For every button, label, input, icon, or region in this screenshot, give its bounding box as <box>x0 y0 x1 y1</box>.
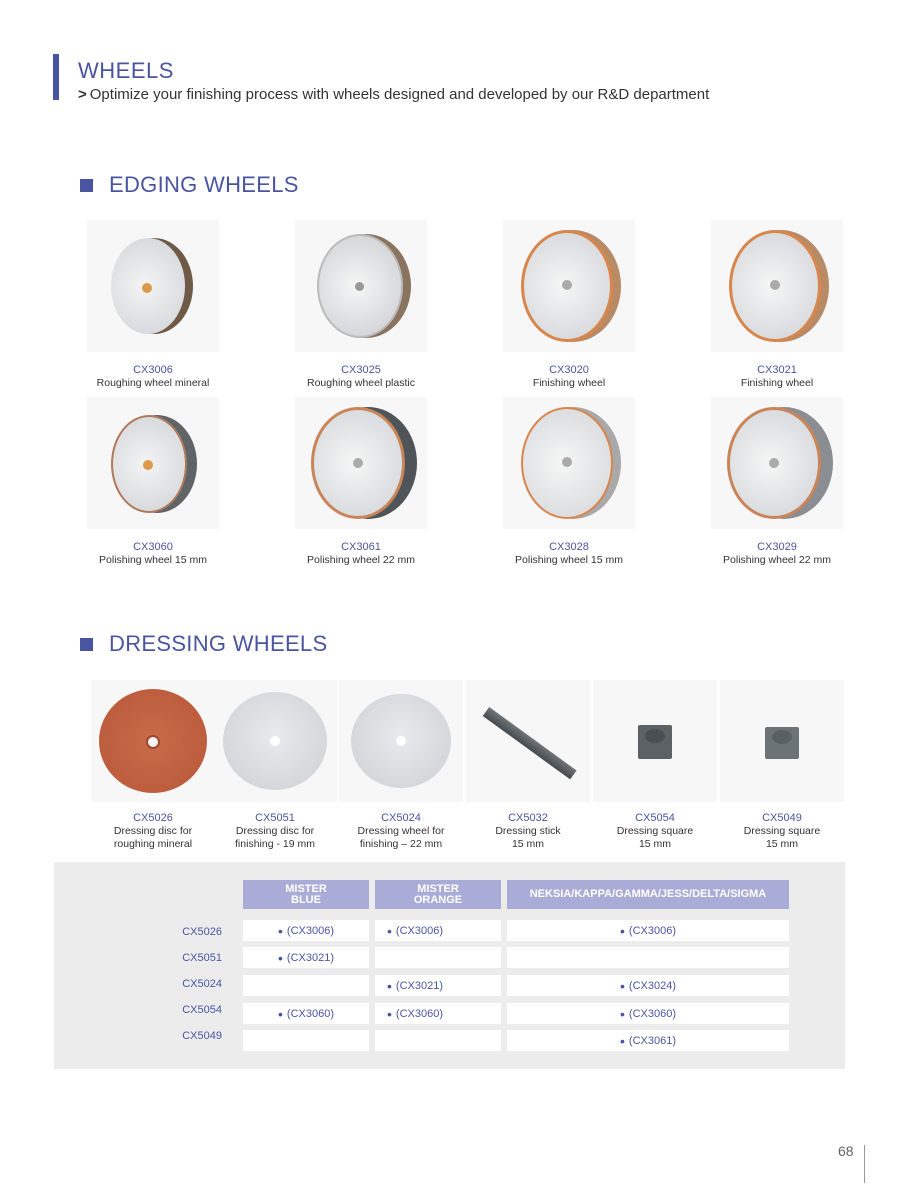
product-code: CX5054 <box>635 812 675 824</box>
product-desc: Dressing disc for <box>235 825 315 837</box>
product-desc: Roughing wheel mineral <box>96 377 210 389</box>
dressing-section-title: DRESSING WHEELS <box>109 631 328 656</box>
header-line: BLUE <box>291 893 321 906</box>
bullet-icon: • <box>620 1032 625 1049</box>
chevron-right-icon: > <box>78 86 87 103</box>
table-cell <box>507 947 789 968</box>
product-desc: Dressing square <box>616 825 694 837</box>
product-desc: Roughing wheel plastic <box>307 377 415 389</box>
header-line: ORANGE <box>413 893 463 906</box>
product-cx5024[interactable] <box>339 680 463 851</box>
table-cell <box>375 947 501 968</box>
table-cell <box>243 1003 369 1024</box>
table-cell <box>243 947 369 968</box>
product-desc: Dressing disc for <box>113 825 193 837</box>
bullet-icon: • <box>620 977 625 994</box>
bullet-icon: • <box>278 1005 283 1022</box>
product-desc: Polishing wheel 15 mm <box>515 554 623 566</box>
product-desc: roughing mineral <box>113 838 193 850</box>
cell-text: (CX3021) <box>395 979 443 992</box>
cell-text: (CX3060) <box>628 1007 676 1020</box>
edging-section-header <box>80 172 299 198</box>
header-line: MISTER <box>285 882 327 895</box>
cell-text: (CX3006) <box>628 924 676 937</box>
table-cell <box>507 920 789 941</box>
cell-text: (CX3061) <box>628 1034 676 1047</box>
table-cell <box>375 975 501 996</box>
table-cell <box>507 1003 789 1024</box>
dressing-square-image <box>720 680 844 802</box>
product-desc: finishing – 22 mm <box>359 838 443 850</box>
product-cx3020[interactable] <box>479 220 659 390</box>
product-code: CX3006 <box>133 364 173 376</box>
product-cx3029[interactable] <box>687 397 867 567</box>
product-code: CX3021 <box>757 364 797 376</box>
bullet-icon: • <box>278 922 283 939</box>
cell-text: (CX3060) <box>286 1007 334 1020</box>
column-header-mister-orange <box>375 880 501 909</box>
wheel-image <box>503 397 635 529</box>
title-accent-bar <box>53 54 59 100</box>
product-code: CX3060 <box>133 541 173 553</box>
bullet-icon: • <box>387 922 392 939</box>
wheel-image <box>87 220 219 352</box>
wheel-image <box>87 397 219 529</box>
product-desc: Dressing square <box>743 825 821 837</box>
product-cx3025[interactable] <box>271 220 451 390</box>
product-code: CX3025 <box>341 364 381 376</box>
table-cell <box>375 1003 501 1024</box>
page-title: WHEELS <box>78 58 174 83</box>
column-header-mister-blue <box>243 880 369 909</box>
product-code: CX5049 <box>762 812 802 824</box>
table-cell <box>507 1030 789 1051</box>
cell-text: (CX3024) <box>628 979 676 992</box>
product-cx5051[interactable] <box>213 680 337 851</box>
product-cx3060[interactable] <box>63 397 243 567</box>
row-label: CX5049 <box>182 1030 222 1042</box>
wheel-image <box>711 397 843 529</box>
cell-text: (CX3006) <box>286 924 334 937</box>
column-header-neksia <box>507 880 789 909</box>
product-desc: Polishing wheel 15 mm <box>99 554 207 566</box>
table-cell <box>243 920 369 941</box>
row-label: CX5024 <box>182 978 222 990</box>
section-square-icon <box>80 179 93 192</box>
subtitle-text: Optimize your finishing process with wheels designed and developed by our R&D department <box>89 86 710 103</box>
wheel-image <box>711 220 843 352</box>
product-desc: Finishing wheel <box>532 377 606 389</box>
product-cx5026[interactable] <box>91 680 215 851</box>
product-desc: 15 mm <box>638 838 672 850</box>
product-code: CX3061 <box>341 541 381 553</box>
cell-text: (CX3060) <box>395 1007 443 1020</box>
product-cx3061[interactable] <box>271 397 451 567</box>
product-cx3006[interactable] <box>63 220 243 390</box>
header-line: MISTER <box>417 882 459 895</box>
dressing-disc-image <box>339 680 463 802</box>
product-desc: Dressing stick <box>495 825 561 837</box>
row-label: CX5051 <box>182 952 222 964</box>
product-code: CX5026 <box>133 812 173 824</box>
product-code: CX5024 <box>381 812 421 824</box>
bullet-icon: • <box>387 977 392 994</box>
page-number-divider <box>864 1145 865 1183</box>
product-code: CX3029 <box>757 541 797 553</box>
header-line: NEKSIA/KAPPA/GAMMA/JESS/DELTA/SIGMA <box>529 888 767 900</box>
dressing-square-image <box>593 680 717 802</box>
product-code: CX5051 <box>255 812 295 824</box>
page-number: 68 <box>838 1143 854 1159</box>
bullet-icon: • <box>620 922 625 939</box>
bullet-icon: • <box>620 1005 625 1022</box>
page-subtitle <box>78 86 709 103</box>
product-cx5049[interactable] <box>720 680 844 851</box>
dressing-section-header <box>80 631 327 657</box>
row-label: CX5054 <box>182 1004 222 1016</box>
product-code: CX3028 <box>549 541 589 553</box>
cell-text: (CX3006) <box>395 924 443 937</box>
product-code: CX3020 <box>549 364 589 376</box>
product-desc: Polishing wheel 22 mm <box>723 554 831 566</box>
table-cell <box>507 975 789 996</box>
product-cx3021[interactable] <box>687 220 867 390</box>
product-desc: Polishing wheel 22 mm <box>307 554 415 566</box>
bullet-icon: • <box>278 949 283 966</box>
product-desc: 15 mm <box>511 838 545 850</box>
product-desc: 15 mm <box>765 838 799 850</box>
row-label: CX5026 <box>182 926 222 938</box>
dressing-disc-image <box>91 680 215 802</box>
product-code: CX5032 <box>508 812 548 824</box>
product-desc: Finishing wheel <box>740 377 814 389</box>
edging-section-title: EDGING WHEELS <box>109 172 299 197</box>
table-cell <box>243 975 369 996</box>
product-desc: finishing - 19 mm <box>235 838 315 850</box>
product-cx5032[interactable] <box>466 680 590 851</box>
product-cx5054[interactable] <box>593 680 717 851</box>
wheel-image <box>295 220 427 352</box>
product-cx3028[interactable] <box>479 397 659 567</box>
wheel-image <box>295 397 427 529</box>
dressing-stick-image <box>466 680 590 802</box>
bullet-icon: • <box>387 1005 392 1022</box>
table-cell <box>375 1030 501 1051</box>
table-cell <box>243 1030 369 1051</box>
table-cell <box>375 920 501 941</box>
dressing-disc-image <box>213 680 337 802</box>
wheel-image <box>503 220 635 352</box>
product-desc: Dressing wheel for <box>357 825 445 837</box>
section-square-icon <box>80 638 93 651</box>
cell-text: (CX3021) <box>286 951 334 964</box>
